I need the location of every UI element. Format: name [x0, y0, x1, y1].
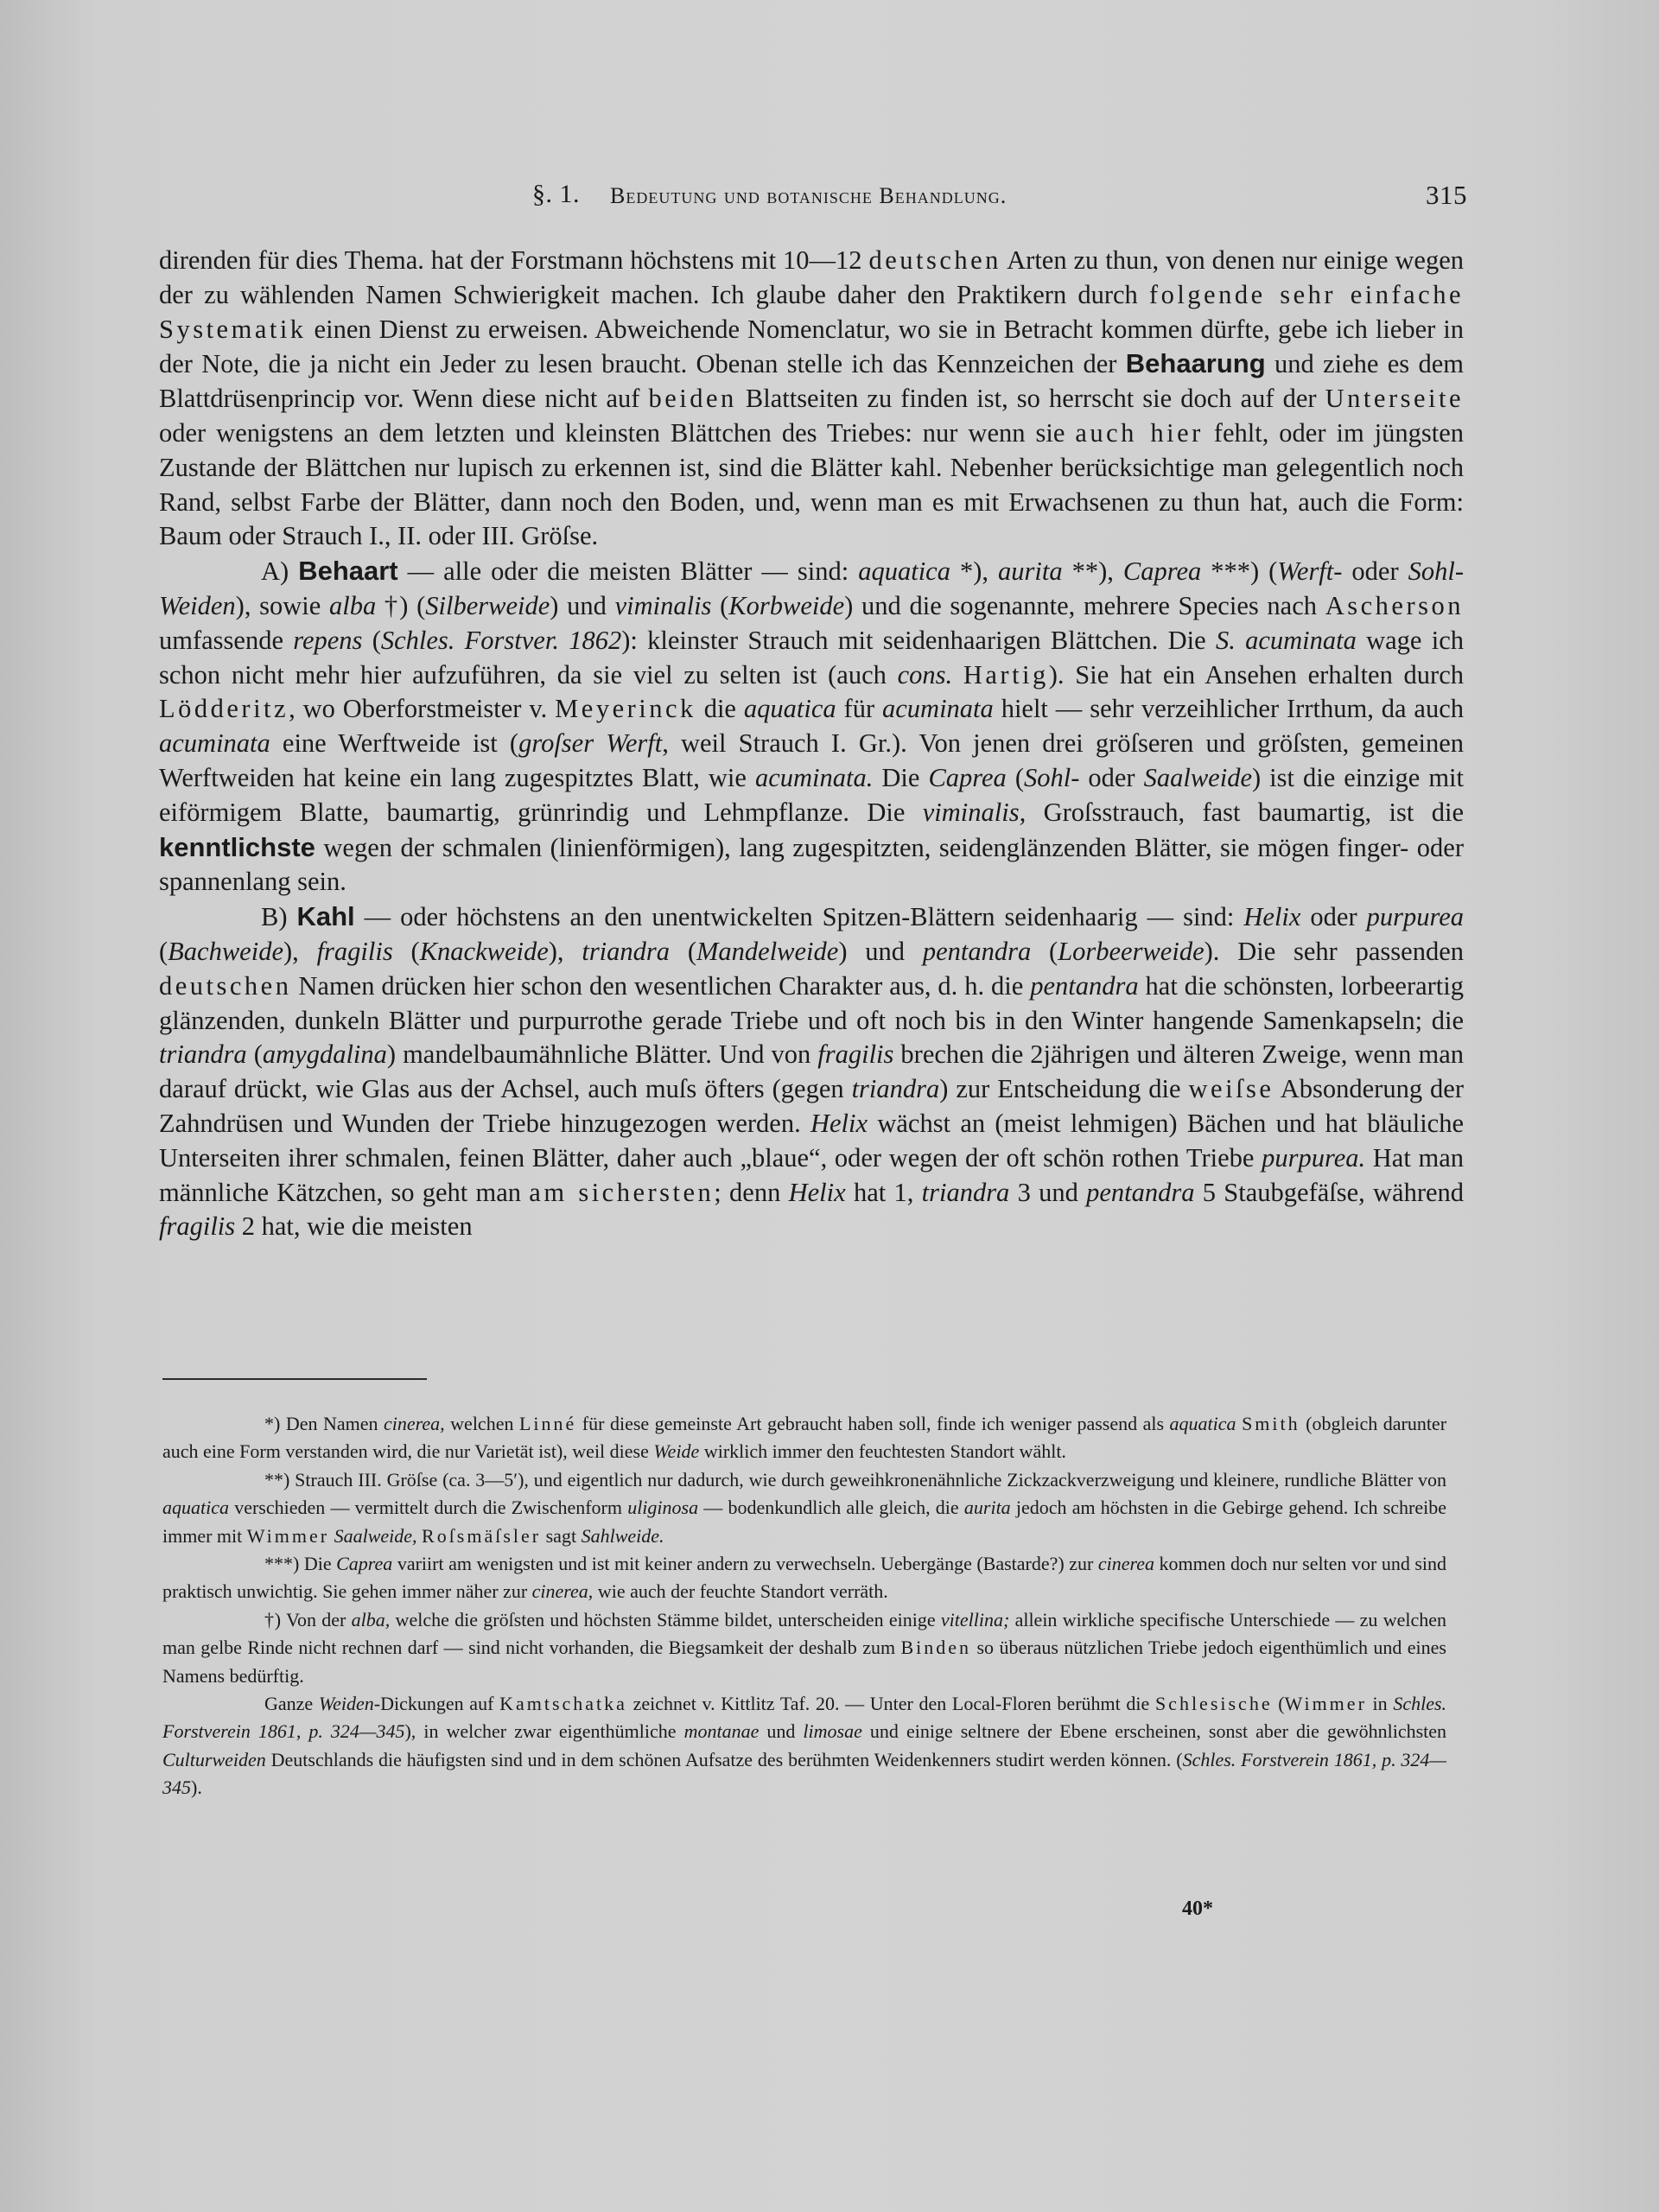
- text-run: *),: [950, 556, 998, 587]
- spaced-text: Binden: [900, 1637, 972, 1659]
- text-run: wie auch der feuchte Standort verräth.: [593, 1580, 888, 1603]
- text-run: zeichnet v. Kittlitz Taf. 20. — Unter den Local-Floren berühmt die: [626, 1693, 1155, 1715]
- species-name: purpurea: [1366, 902, 1464, 932]
- species-name: purpurea.: [1262, 1142, 1366, 1173]
- text-run: — oder höchstens an den unentwickelten Spitzen-Blättern seidenhaarig — sind:: [354, 902, 1244, 932]
- text-run: Ganze: [264, 1693, 319, 1715]
- text-run: wage ich schon nicht mehr hier aufzuführen, da sie viel zu selten ist (auch: [159, 625, 1464, 690]
- text-run: (: [392, 936, 420, 966]
- text-run: in: [1366, 1693, 1394, 1715]
- text-run: A): [261, 556, 299, 587]
- text-run: und einige seltnere der Ebene erscheinen, sonst aber die gewöhnlichsten: [861, 1720, 1447, 1743]
- text-run: für: [836, 694, 883, 724]
- place-name: Lödderitz: [159, 694, 289, 724]
- species-name: Helix: [810, 1108, 868, 1138]
- text-run: (: [711, 590, 729, 620]
- author-name: Smith: [1242, 1413, 1300, 1434]
- species-name: montanae: [683, 1720, 760, 1743]
- text-run: und: [759, 1720, 804, 1743]
- species-name: cinerea,: [384, 1413, 445, 1434]
- species-name: aurita: [998, 556, 1063, 587]
- text-run: — alle oder die meisten Blätter — sind:: [397, 556, 859, 587]
- text-run: 2 hat, wie die meisten: [235, 1211, 473, 1242]
- text-run: †) (: [376, 590, 426, 620]
- text-run: [952, 660, 963, 690]
- text-run: 3 und: [1009, 1177, 1087, 1207]
- text-run: variirt am wenigsten und ist mit keiner andern zu verwechseln. Uebergänge (Bastarde?) zur: [392, 1553, 1098, 1575]
- species-name: cinerea: [1097, 1553, 1155, 1575]
- species-name: pentandra: [922, 936, 1032, 966]
- species-name: acuminata: [882, 694, 994, 724]
- text-run: , weil Strauch I. Gr.). Von jenen drei gröſseren und gröſsten, gemeinen Werftweiden hat keine ein lang zugespitztes Blatt, wie: [159, 728, 1465, 792]
- main-text: [159, 244, 1464, 1244]
- text-run: Absonderung der Zahndrüsen und Wunden der Triebe hinzugezogen werden.: [159, 1074, 1464, 1138]
- spaced-text: Unterseite: [1325, 384, 1464, 414]
- common-name: Weiden: [318, 1693, 374, 1715]
- text-run: einen Dienst zu erweisen. Abweichende Nomenclatur, wo sie in Betracht kommen dürfte, gebe ich lieber in der Note, die ja nicht ein Jeder zu lesen braucht. Obenan stelle ich das Kennzeichen der: [159, 314, 1464, 379]
- text-run: (: [362, 625, 381, 655]
- species-name: triandra: [159, 1039, 247, 1070]
- author-name: Roſsmäſsler: [422, 1524, 542, 1547]
- text-run: umfassende: [159, 625, 294, 655]
- common-name: Weide: [653, 1440, 700, 1463]
- text-run: ). Die sehr passenden: [1204, 936, 1464, 966]
- species-name: triandra: [921, 1177, 1010, 1207]
- common-name: Werft-: [1277, 556, 1343, 587]
- text-run: sagt: [541, 1524, 582, 1547]
- species-name: fragilis: [159, 1211, 236, 1242]
- species-name: Helix: [1243, 902, 1301, 932]
- running-head: [162, 180, 1467, 214]
- spaced-text: beiden: [648, 384, 737, 414]
- common-name: Sohl-: [1023, 762, 1080, 792]
- text-run: (obgleich darunter auch eine Form verstanden wird, die nur Varietät ist), weil diese: [162, 1413, 1447, 1463]
- text-run: ; denn: [714, 1177, 789, 1207]
- text-run: ).: [191, 1777, 202, 1799]
- text-run: Hat man männliche Kätzchen, so geht man: [159, 1142, 1464, 1207]
- text-run: (: [159, 936, 168, 966]
- species-name: Caprea: [928, 762, 1007, 792]
- footnote-2: [162, 1466, 1446, 1550]
- emphasis-term: kenntlichste: [159, 831, 315, 862]
- author-name: Wimmer: [1284, 1693, 1367, 1715]
- species-name: viminalis,: [922, 797, 1027, 827]
- text-run: ***) (: [1201, 556, 1278, 587]
- text-run: oder: [1300, 902, 1367, 932]
- common-name: Knackweide: [419, 936, 549, 966]
- author-name: Ascherson: [1325, 590, 1464, 620]
- text-run: brechen die 2jährigen und älteren Zweige, wenn man darauf drückt, wie Glas aus der Achsel, auch muſs öfters (gegen: [159, 1039, 1464, 1104]
- citation: Schles. Forstver. 1862: [380, 625, 622, 655]
- text-run: die: [696, 694, 744, 724]
- common-name: Culturweiden: [162, 1748, 266, 1770]
- heading-term: Kahl: [296, 901, 355, 932]
- text-run: (: [1272, 1693, 1285, 1715]
- signature-mark: 40*: [1182, 1897, 1213, 1920]
- spaced-text: Schlesische: [1154, 1693, 1273, 1715]
- text-run: *) Den Namen: [264, 1413, 385, 1434]
- text-run: wirklich immer den feuchtesten Standort wählt.: [699, 1440, 1066, 1463]
- section-number: §. 1.: [532, 180, 580, 208]
- species-name: aquatica: [858, 556, 950, 587]
- text-run: , wo Oberforstmeister v.: [289, 694, 556, 724]
- text-run: Groſsstrauch, fast baumartig, ist die: [1026, 797, 1464, 827]
- footnotes: [162, 1410, 1446, 1802]
- species-name: Caprea: [336, 1553, 393, 1575]
- text-run: -Dickungen auf: [373, 1693, 500, 1715]
- species-name: viminalis: [614, 590, 712, 620]
- text-run: direnden für dies Thema. hat der Forstmann höchstens mit 10—12: [159, 245, 869, 275]
- species-name: repens: [293, 625, 363, 655]
- text-run: hat die schönsten, lorbeerartig glänzenden, dunkeln Blätter und purpurrothe gerade Triebe und oft noch bis in den Winter hangende Samenkapseln; die: [159, 970, 1464, 1035]
- text-run: Die: [873, 762, 929, 792]
- common-name: Mandelweide: [696, 936, 839, 966]
- text-run: ) und: [838, 936, 923, 966]
- heading-term: Behaarung: [1125, 348, 1266, 379]
- text-run: ) und: [550, 590, 615, 620]
- text-run: wegen der schmalen (linienförmigen), lang zugespitzten, seidenglänzenden Blätter, sie mögen finger- oder spannenlang sein.: [159, 832, 1464, 897]
- footnote-4: [162, 1606, 1446, 1690]
- common-name: Saalweide,: [334, 1524, 417, 1547]
- text-run: (: [1031, 936, 1058, 966]
- text-run: oder wenigstens an dem letzten und kleinsten Blättchen des Triebes: nur wenn sie: [159, 417, 1076, 448]
- text-run: ) mandelbaumähnliche Blätter. Und von: [386, 1039, 818, 1070]
- paragraph-kahl: [159, 899, 1464, 1244]
- species-name: acuminata: [159, 728, 270, 759]
- common-name: Saalweide: [1143, 762, 1252, 792]
- species-name: alba: [329, 590, 377, 620]
- species-name: S. acuminata: [1215, 625, 1357, 655]
- text-run: oder: [1342, 556, 1408, 587]
- text-run: jedoch am höchsten in die Gebirge gehend. Ich schreibe immer mit: [162, 1497, 1446, 1547]
- text-run: ), sowie: [235, 590, 329, 620]
- text-run: ),: [283, 936, 317, 966]
- common-name: Silberweide: [425, 590, 550, 620]
- citation: Schles. Forstverein 1861, p. 324—345: [162, 1748, 1446, 1799]
- text-run: welchen: [444, 1413, 519, 1434]
- footnote-rule: [162, 1378, 427, 1380]
- text-run: (: [670, 936, 696, 966]
- heading-term: Behaart: [298, 556, 398, 587]
- text-run: Arten zu thun, von denen nur einige wegen der zu wählenden Namen Schwierigkeit machen. Ich glaube daher den Praktikern durch: [159, 245, 1464, 309]
- common-name: Sohl-Weiden: [159, 556, 1464, 620]
- text-run: so überaus nützlichen Triebe jedoch eigenthümlich und eines Namens bedürftig.: [162, 1637, 1446, 1687]
- species-name: limosae: [803, 1720, 862, 1743]
- footnote-1: [162, 1410, 1446, 1466]
- text-run: eine Werftweide ist (: [270, 728, 519, 759]
- footnote-3: [162, 1550, 1446, 1606]
- text-run: ),: [548, 936, 582, 966]
- text-run: oder: [1079, 762, 1144, 792]
- species-name: cinerea,: [531, 1580, 594, 1603]
- person-name: Meyerinck: [555, 694, 696, 724]
- spaced-text: deutschen: [868, 245, 1001, 275]
- species-name: aurita: [963, 1497, 1011, 1519]
- text-run: **) Strauch III. Gröſse (ca. 3—5′), und eigentlich nur dadurch, wie durch geweihkronenähnliche Zickzackverzweigung und kleinere, rundliche Blätter von: [264, 1468, 1446, 1491]
- text-run: (: [246, 1039, 263, 1070]
- common-name: groſser Werft: [518, 728, 663, 759]
- text-run: — bodenkundlich alle gleich, die: [698, 1497, 964, 1519]
- spaced-text: folgende sehr einfache Systematik: [159, 279, 1464, 344]
- text-run: Blattseiten zu finden ist, so herrscht sie doch auf der: [736, 384, 1325, 414]
- text-run: kommen doch nur selten vor und sind praktisch unwichtig. Sie gehen immer näher zur: [162, 1553, 1447, 1603]
- species-name: acuminata.: [754, 762, 874, 792]
- text-run: ), in welcher zwar eigenthümliche: [404, 1720, 684, 1743]
- species-name: vitellina;: [940, 1608, 1010, 1630]
- text-run: 5 Staubgefäſse, während: [1194, 1177, 1465, 1207]
- species-name: pentandra: [1086, 1177, 1195, 1207]
- abbreviation: cons.: [897, 659, 953, 690]
- author-name: Wimmer: [246, 1524, 330, 1547]
- spaced-text: auch hier: [1075, 417, 1204, 448]
- text-run: ) zur Entscheidung die: [939, 1074, 1189, 1104]
- spaced-text: deutschen: [159, 970, 292, 1001]
- text-run: ): kleinster Strauch mit seidenhaarigen Blättchen. Die: [621, 625, 1216, 655]
- text-run: hielt — sehr verzeihlicher Irrthum, da auch: [993, 694, 1464, 724]
- text-run: für diese gemeinste Art gebraucht haben soll, finde ich weniger passend als: [576, 1413, 1170, 1434]
- citation: Schles. Forstverein 1861, p. 324—345: [162, 1693, 1447, 1743]
- author-name: Hartig: [963, 659, 1049, 690]
- text-run: B): [261, 902, 297, 932]
- page-number: 315: [1426, 180, 1467, 210]
- common-name: Lorbeerweide: [1058, 936, 1205, 966]
- author-name: Linné: [518, 1413, 577, 1434]
- footnote-5: [162, 1690, 1446, 1802]
- species-name: aquatica: [743, 694, 836, 724]
- text-run: ***) Die: [264, 1553, 337, 1575]
- common-name: Bachweide: [168, 936, 283, 966]
- text-run: †) Von der: [264, 1608, 352, 1630]
- running-title: Bedeutung und botanische Behandlung.: [610, 183, 1007, 208]
- common-name: Sahlweide.: [581, 1524, 664, 1547]
- spaced-text: weiſse: [1188, 1074, 1274, 1104]
- species-name: aquatica: [1169, 1413, 1236, 1434]
- species-name: triandra: [582, 936, 671, 966]
- paragraph-intro: [159, 244, 1464, 554]
- text-run: Deutschlands die häufigsten sind und in dem schönen Aufsatze des berühmten Weidenkenners studirt werden können. (: [265, 1748, 1183, 1770]
- text-run: fehlt, oder im jüngsten Zustande der Blättchen nur lupisch zu erkennen ist, sind die Blätter kahl. Nebenher berücksichtige man gelegentlich noch Rand, selbst Farbe der Blätter, dann noch den Boden, und, wenn man es mit Erwachsenen zu thun hat, auch die Form: Baum oder Strauch I., II. oder III. Gröſse.: [159, 417, 1465, 551]
- text-run: ) ist die einzige mit eiförmigem Blatte, baumartig, grünrindig und Lehmpflanze. Die: [159, 762, 1465, 827]
- species-name: uliginosa: [627, 1497, 699, 1519]
- species-name: Caprea: [1122, 556, 1202, 587]
- common-name: Korbweide: [728, 590, 845, 620]
- text-run: verschieden — vermittelt durch die Zwischenform: [229, 1497, 628, 1519]
- species-name: triandra: [851, 1074, 940, 1104]
- species-name: Helix: [788, 1177, 846, 1207]
- place-name: Kamtschatka: [499, 1693, 627, 1715]
- species-name: fragilis: [817, 1039, 894, 1070]
- text-run: allein wirkliche specifische Unterschiede — zu welchen man gelbe Rinde nicht rechnen darf — sind nicht vorhanden, die Biegsamkeit der deshalb zum: [162, 1608, 1446, 1659]
- text-run: welche die gröſsten und höchsten Stämme bildet, unterscheiden einige: [390, 1608, 941, 1630]
- text-run: ) und die sogenannte, mehrere Species nach: [844, 590, 1325, 620]
- text-run: ). Sie hat ein Ansehen erhalten durch: [1048, 659, 1464, 690]
- species-name: fragilis: [316, 936, 393, 966]
- text-run: wächst an (meist lehmigen) Bächen und hat bläuliche Unterseiten ihrer schmalen, feinen Blätter, daher auch „blaue“, oder wegen der oft schön rothen Triebe: [159, 1108, 1464, 1173]
- text-run: **),: [1062, 556, 1123, 587]
- text-run: und ziehe es dem Blattdrüsenprincip vor. Wenn diese nicht auf: [159, 349, 1464, 414]
- species-name: pentandra: [1030, 970, 1139, 1001]
- species-name: aquatica: [162, 1497, 229, 1519]
- spaced-text: am sichersten: [529, 1177, 715, 1207]
- species-name: amygdalina: [262, 1039, 387, 1070]
- species-name: alba,: [351, 1608, 391, 1630]
- text-run: (: [1006, 762, 1024, 792]
- text-run: Namen drücken hier schon den wesentlichen Charakter aus, d. h. die: [291, 970, 1031, 1001]
- paragraph-behaart: [159, 554, 1464, 899]
- text-run: hat 1,: [845, 1177, 922, 1207]
